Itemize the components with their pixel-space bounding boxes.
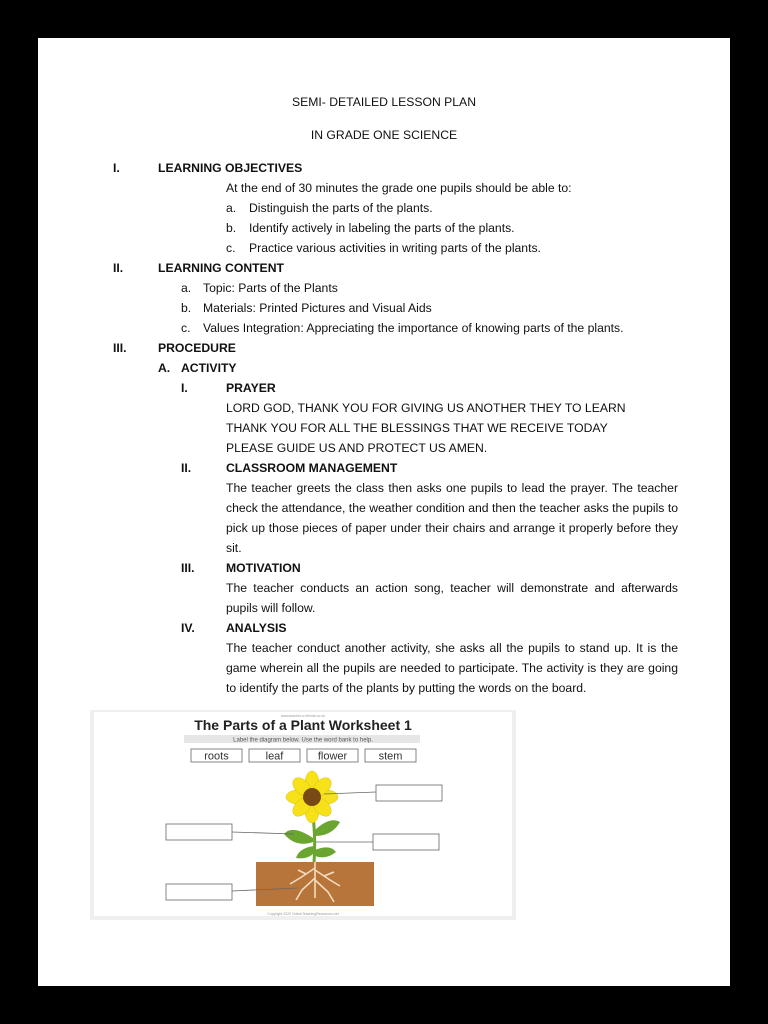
- list-item: Practice various activities in writing parts of the plants.: [249, 241, 541, 255]
- section-heading-procedure: PROCEDURE: [158, 341, 236, 355]
- section-heading-content: LEARNING CONTENT: [158, 261, 284, 275]
- step-number: II.: [181, 461, 192, 475]
- list-item: Values Integration: Appreciating the importance of knowing parts of the plants.: [203, 321, 624, 335]
- list-marker: a.: [181, 281, 192, 295]
- subsection-marker: A.: [158, 361, 171, 375]
- worksheet-copyright: Copyright 2020 OnlineTeachingResources.net: [267, 912, 339, 916]
- step-number: III.: [181, 561, 195, 575]
- worksheet-image: [90, 710, 516, 920]
- section-number: III.: [113, 341, 127, 355]
- list-item: Materials: Printed Pictures and Visual Aids: [203, 301, 432, 315]
- section-number: II.: [113, 261, 124, 275]
- word-bank-word: roots: [204, 750, 229, 763]
- motivation-paragraph: The teacher conducts an action song, teacher will demonstrate and afterwards pupils will follow.: [226, 581, 678, 615]
- analysis-paragraph: The teacher conduct another activity, she asks all the pupils to stand up. It is the game wherein all the pupils are needed to participate. The activity is they are going to identify the parts of the plants by putting the words on the board.: [226, 641, 678, 695]
- worksheet-site: www.teacher-s-friends.co.uk: [281, 714, 325, 718]
- label-answer-box: [376, 785, 442, 801]
- list-marker: c.: [226, 241, 236, 255]
- page-title: SEMI- DETAILED LESSON PLAN: [292, 95, 476, 109]
- subsection-heading-activity: ACTIVITY: [181, 361, 237, 375]
- list-item: Identify actively in labeling the parts of the plants.: [249, 221, 515, 235]
- step-heading-management: CLASSROOM MANAGEMENT: [226, 461, 398, 475]
- plant-leaf: [296, 846, 315, 858]
- step-heading-motivation: MOTIVATION: [226, 561, 301, 575]
- section-number: I.: [113, 161, 120, 175]
- list-marker: b.: [181, 301, 192, 315]
- list-marker: a.: [226, 201, 237, 215]
- document-page: [38, 38, 730, 986]
- worksheet-instruction: Label the diagram below. Use the word bank to help.: [233, 737, 373, 744]
- word-bank-word: leaf: [265, 750, 284, 763]
- worksheet-title: The Parts of a Plant Worksheet 1: [194, 717, 412, 733]
- flower-center: [303, 788, 321, 806]
- prayer-line: LORD GOD, THANK YOU FOR GIVING US ANOTHER THEY TO LEARN: [226, 401, 626, 415]
- worksheet-graphic: [94, 712, 512, 916]
- plant-leaf: [284, 830, 313, 844]
- plant-leaf: [315, 820, 340, 836]
- prayer-line: PLEASE GUIDE US AND PROTECT US AMEN.: [226, 441, 488, 455]
- plant-leaf: [315, 847, 336, 857]
- word-bank-word: flower: [317, 750, 348, 763]
- list-item: Topic: Parts of the Plants: [203, 281, 338, 295]
- list-marker: b.: [226, 221, 237, 235]
- word-bank-word: stem: [378, 750, 403, 763]
- label-answer-box: [166, 824, 232, 840]
- step-number: IV.: [181, 621, 195, 635]
- management-paragraph: The teacher greets the class then asks one pupils to lead the prayer. The teacher check the attendance, the weather condition and then the teacher asks the pupils to pick up those pieces of paper under their chairs and arrange it properly before they sit.: [226, 481, 678, 555]
- objectives-intro: At the end of 30 minutes the grade one pupils should be able to:: [226, 181, 572, 195]
- label-answer-box: [373, 834, 439, 850]
- step-heading-prayer: PRAYER: [226, 381, 276, 395]
- list-marker: c.: [181, 321, 191, 335]
- page-subtitle: IN GRADE ONE SCIENCE: [310, 128, 458, 142]
- step-heading-analysis: ANALYSIS: [226, 621, 287, 635]
- label-pointer: [232, 832, 294, 834]
- step-number: I.: [181, 381, 188, 395]
- section-heading-objectives: LEARNING OBJECTIVES: [158, 161, 303, 175]
- list-item: Distinguish the parts of the plants.: [249, 201, 433, 215]
- label-answer-box: [166, 884, 232, 900]
- prayer-line: THANK YOU FOR ALL THE BLESSINGS THAT WE RECEIVE TODAY: [226, 421, 608, 435]
